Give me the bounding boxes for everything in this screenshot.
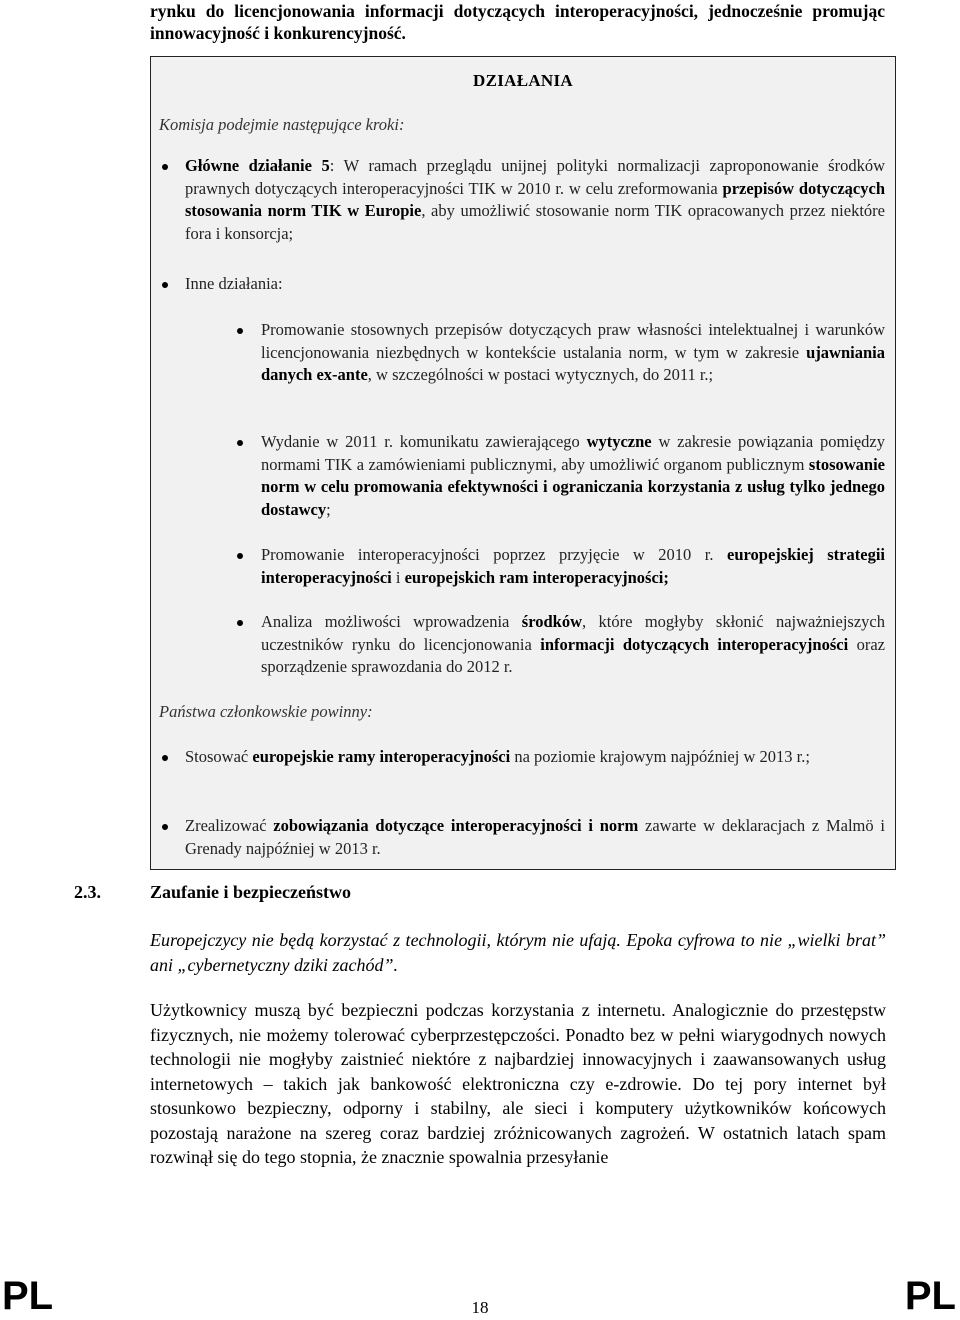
footer-language-left: PL <box>2 1274 54 1318</box>
bullet-icon <box>237 328 243 334</box>
list-item-sub-ipr: Promowanie stosownych przepisów dotyczących praw własności intelektualnej i warunków licencjonowania niezbędnych w kontekście ustalania norm, w tym w zakresie ujawniania danych ex-ante, w szczególności w postaci wytycznych, do 2011 r.; <box>261 319 885 387</box>
list-item-ms-framework: Stosować europejskie ramy interoperacyjności na poziomie krajowym najpóźniej w 2013 r.; <box>185 746 885 769</box>
intro-paragraph: rynku do licencjonowania informacji dotyczących interoperacyjności, jednocześnie promując innowacyjność i konkurencyjność. <box>150 1 885 43</box>
commission-lead: Komisja podejmie następujące kroki: <box>159 115 405 134</box>
quote-paragraph: Europejczycy nie będą korzystać z technologii, którym nie ufają. Epoka cyfrowa to nie „wielki brat” ani „cybernetyczny dziki zachód”. <box>150 930 886 975</box>
body-paragraph: Użytkownicy muszą być bezpieczni podczas korzystania z internetu. Analogicznie do przestępstw fizycznych, nie możemy tolerować cyberprzestępczości. Ponadto bez w pełni wiarygodnych nowych technologii nie mogłyby zaistnieć niektóre z najbardziej innowacyjnych i zaawansowanych usług internetowych – takich jak bankowość elektroniczna czy e-zdrowie. Do tej pory internet był stosunkowo bezpieczny, odporny i stabilny, ale sieci i komputery użytkowników końcowych pozostają narażone na szereg coraz bardziej zróżnicowanych zagrożeń. W ostatnich latach spam rozwinął się do tego stopnia, że znacznie spowalnia przesyłanie <box>150 1000 886 1167</box>
section-number: 2.3. <box>74 882 101 902</box>
bullet-icon <box>237 553 243 559</box>
actions-box <box>150 56 896 870</box>
list-item-ms-commitments: Zrealizować zobowiązania dotyczące interoperacyjności i norm zawarte w deklaracjach z Malmö i Grenady najpóźniej w 2013 r. <box>185 815 885 860</box>
footer-language-right: PL <box>904 1274 956 1318</box>
page-number: 18 <box>471 1298 489 1317</box>
list-item-sub-strategy: Promowanie interoperacyjności poprzez przyjęcie w 2010 r. europejskiej strategii interoperacyjności i europejskich ram interoperacyjności; <box>261 544 885 589</box>
list-item-main-action: Główne działanie 5: W ramach przeglądu unijnej polityki normalizacji zaproponowanie środków prawnych dotyczących interoperacyjności TIK w 2010 r. w celu zreformowania przepisów dotyczących stosowania norm TIK w Europie, aby umożliwić stosowanie norm TIK opracowanych przez niektóre fora i konsorcja; <box>185 155 885 245</box>
bullet-icon <box>162 164 168 170</box>
bullet-icon <box>237 440 243 446</box>
list-item-other-actions: Inne działania: <box>185 273 885 296</box>
member-states-label: Państwa członkowskie powinny: <box>159 702 373 721</box>
bullet-icon <box>237 620 243 626</box>
actions-heading: DZIAŁANIA <box>473 71 573 90</box>
bullet-icon <box>162 755 168 761</box>
list-item-sub-analysis: Analiza możliwości wprowadzenia środków, które mogłyby skłonić najważniejszych uczestników rynku do licencjonowania informacji dotyczących interoperacyjności oraz sporządzenie sprawozdania do 2012 r. <box>261 611 885 679</box>
bullet-icon <box>162 282 168 288</box>
bullet-icon <box>162 824 168 830</box>
list-item-sub-guidelines: Wydanie w 2011 r. komunikatu zawierającego wytyczne w zakresie powiązania pomiędzy normami TIK a zamówieniami publicznymi, aby umożliwić organom publicznym stosowanie norm w celu promowania efektywności i ograniczania korzystania z usług tylko jednego dostawcy; <box>261 431 885 521</box>
section-heading <box>74 882 351 903</box>
section-title: Zaufanie i bezpieczeństwo <box>150 882 351 902</box>
